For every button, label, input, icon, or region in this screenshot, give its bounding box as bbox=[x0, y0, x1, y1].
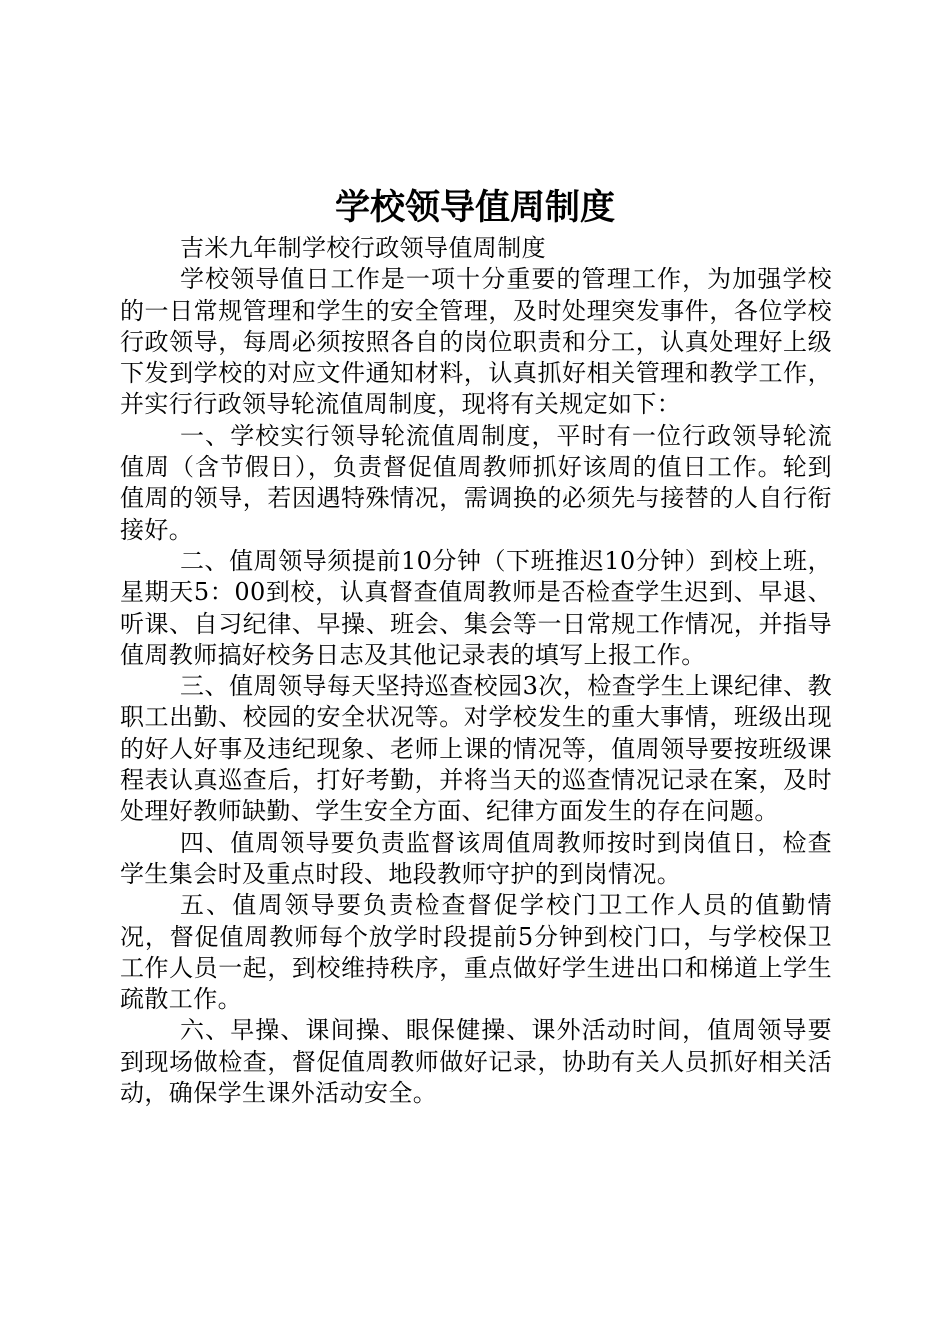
paragraph-rule-6: 六、早操、课间操、眼保健操、课外活动时间，值周领导要到现场做检查，督促值周教师做好记录，协助有关人员抓好相关活动，确保学生课外活动安全。 bbox=[120, 1016, 832, 1108]
paragraph-subtitle: 吉米九年制学校行政领导值周制度 bbox=[180, 234, 546, 262]
paragraph-rule-3: 三、值周领导每天坚持巡查校园3次，检查学生上课纪律、教职工出勤、校园的安全状况等。对学校发生的重大事情，班级出现的好人好事及违纪现象、老师上课的情况等，值周领导要按班级课程表认真巡查后，打好考勤，并将当天的巡查情况记录在案，及时处理好教师缺勤、学生安全方面、纪律方面发生的存在问题。 bbox=[120, 672, 832, 826]
paragraph-intro: 学校领导值日工作是一项十分重要的管理工作，为加强学校的一日常规管理和学生的安全管理，及时处理突发事件，各位学校行政领导，每周必须按照各自的岗位职责和分工，认真处理好上级下发到学校的对应文件通知材料，认真抓好相关管理和教学工作，并实行行政领导轮流值周制度，现将有关规定如下： bbox=[120, 265, 832, 419]
document-body bbox=[120, 233, 832, 1109]
paragraph-rule-2: 二、值周领导须提前10分钟（下班推迟10分钟）到校上班，星期天5：00到校，认真督查值周教师是否检查学生迟到、早退、听课、自习纪律、早操、班会、集会等一日常规工作情况，并指导值周教师搞好校务日志及其他记录表的填写上报工作。 bbox=[120, 546, 832, 669]
paragraph-rule-1: 一、学校实行领导轮流值周制度，平时有一位行政领导轮流值周（含节假日），负责督促值周教师抓好该周的值日工作。轮到值周的领导，若因遇特殊情况，需调换的必须先与接替的人自行衔接好。 bbox=[120, 421, 832, 544]
paragraph-rule-4: 四、值周领导要负责监督该周值周教师按时到岗值日，检查学生集会时及重点时段、地段教师守护的到岗情况。 bbox=[120, 828, 832, 888]
document-title: 学校领导值周制度 bbox=[334, 188, 615, 228]
paragraph-rule-5: 五、值周领导要负责检查督促学校门卫工作人员的值勤情况，督促值周教师每个放学时段提前5分钟到校门口，与学校保卫工作人员一起，到校维持秩序，重点做好学生进出口和梯道上学生疏散工作。 bbox=[120, 891, 832, 1014]
